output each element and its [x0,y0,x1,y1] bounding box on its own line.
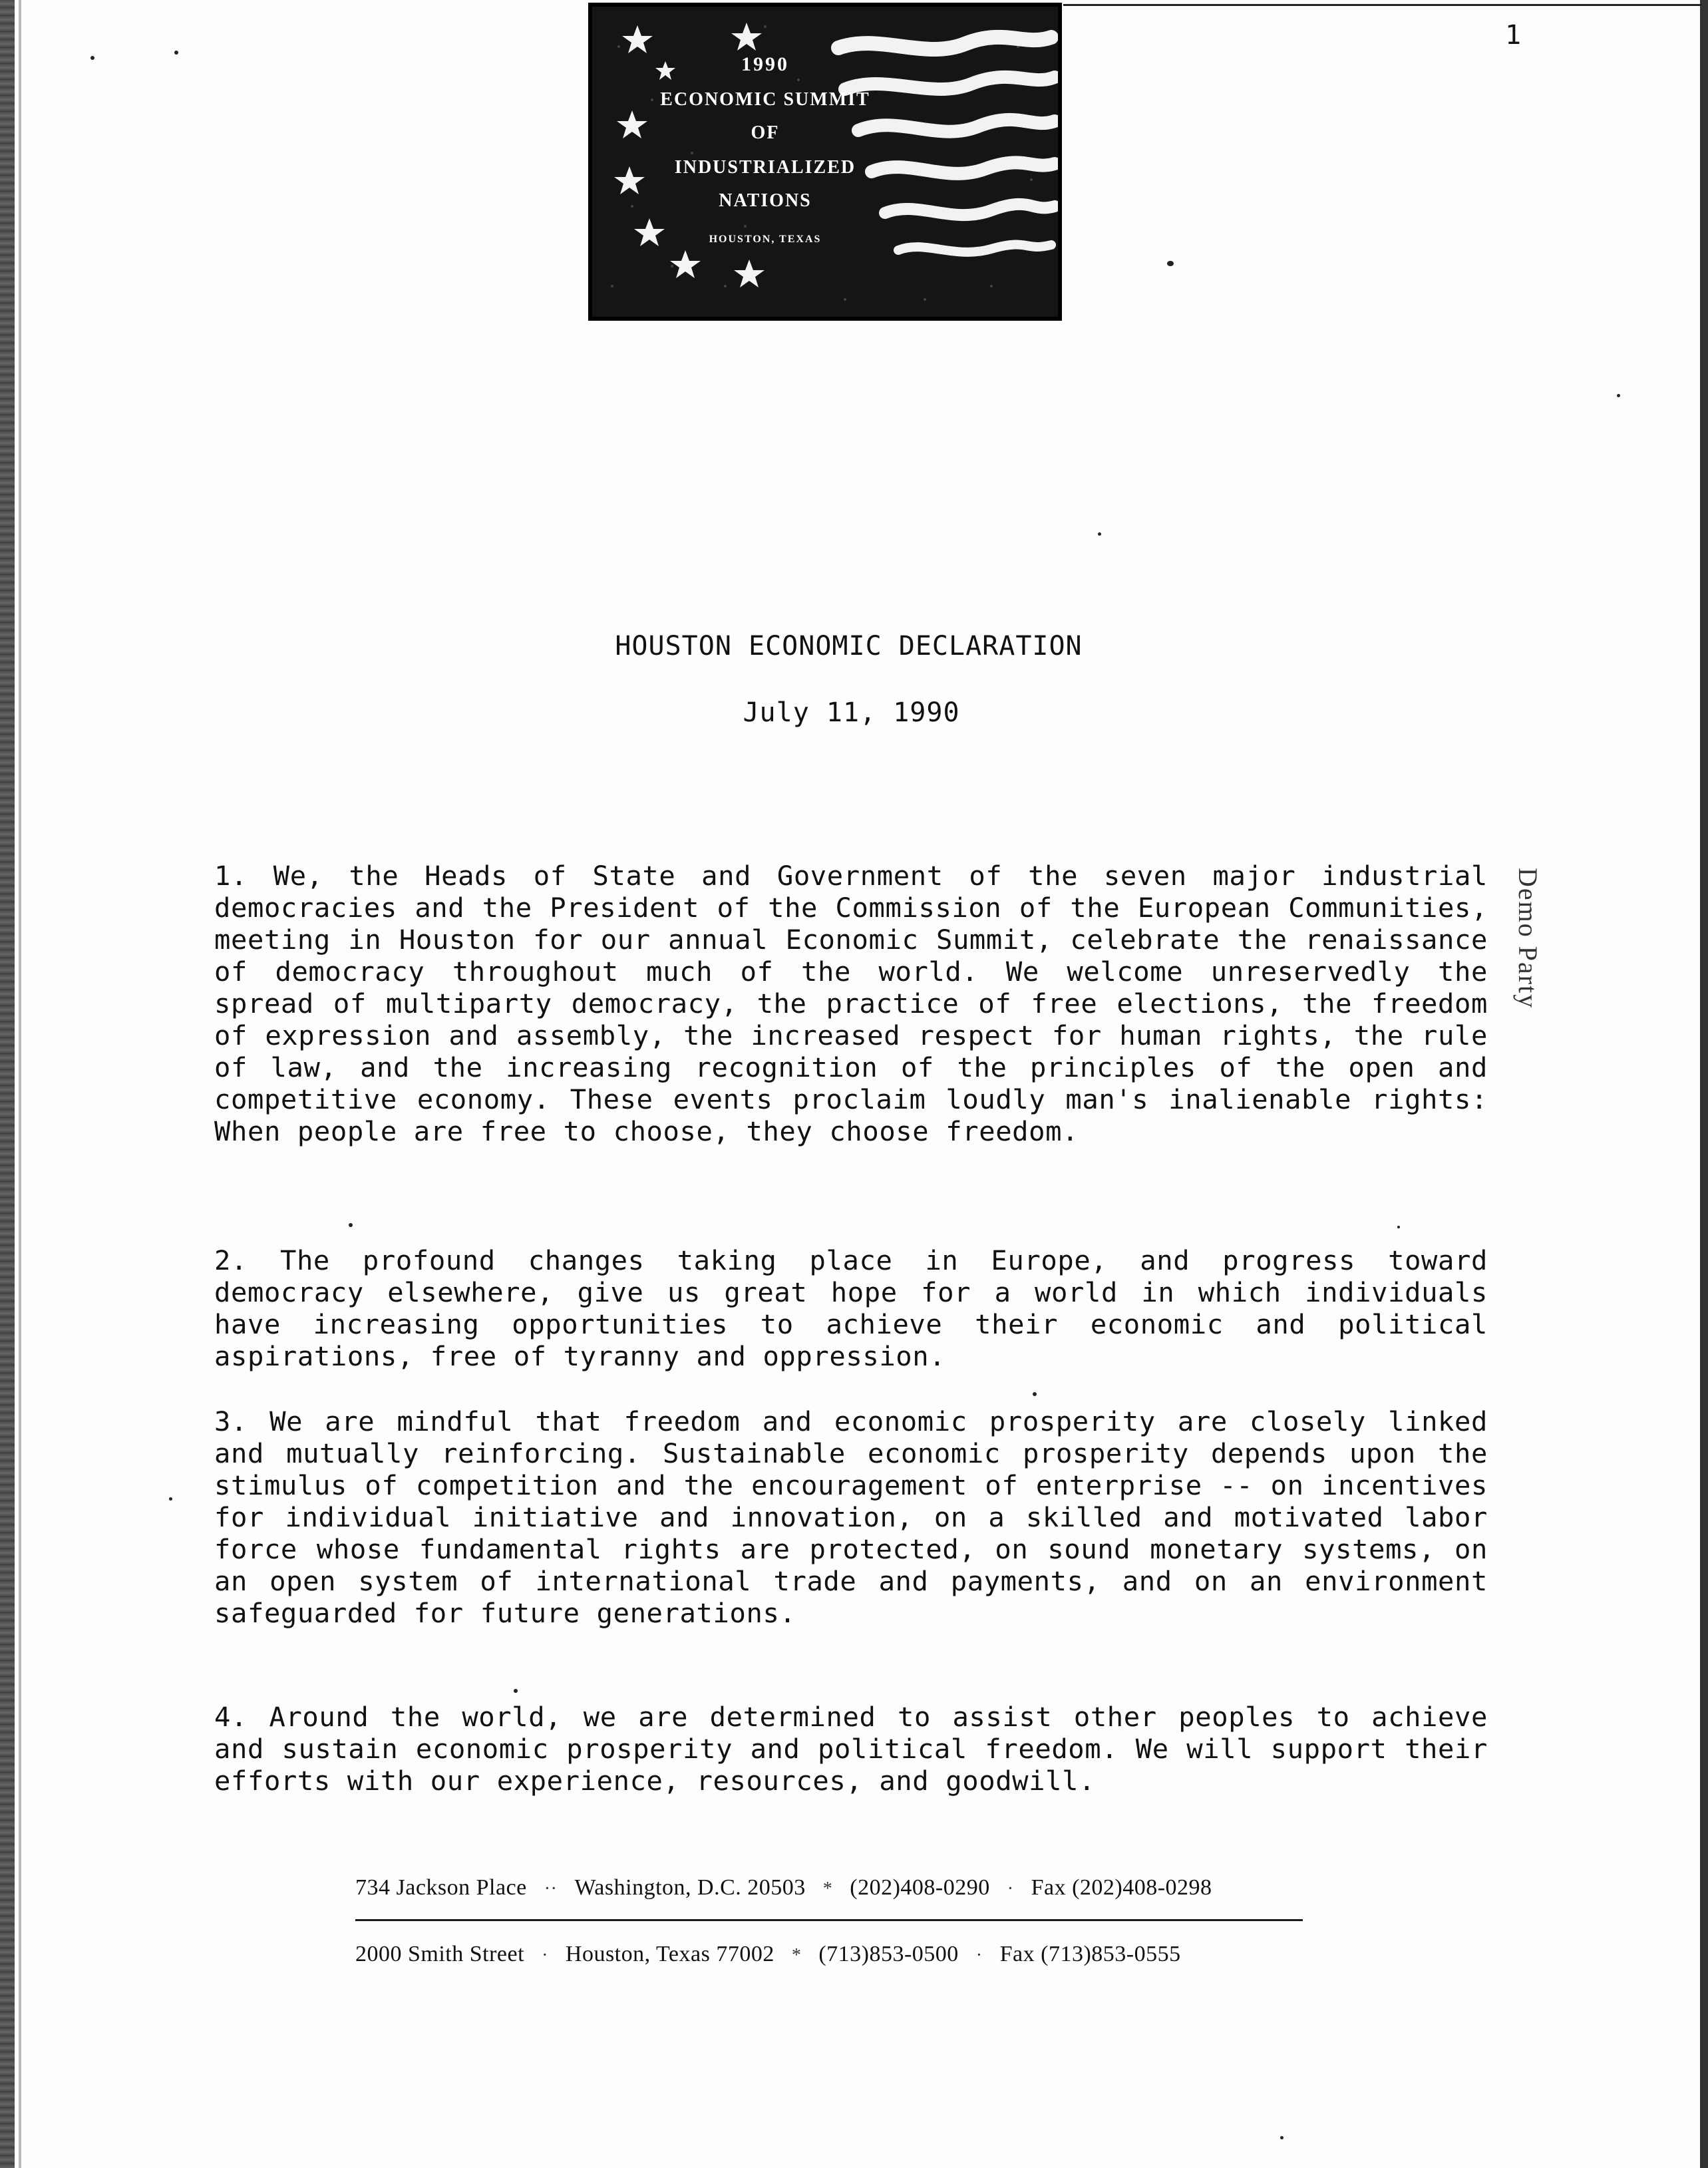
scan-right-edge [1700,0,1708,2168]
scan-speck [1033,1392,1037,1396]
footer-separator: · [975,1945,983,1966]
footer-separator: * [822,1879,833,1899]
logo-line-nations: NATIONS [719,190,812,211]
footer-address: 734 Jackson Place [355,1875,527,1900]
paragraph-2: 2. The profound changes taking place in Europe, and progress toward democracy elsewhere, give us great hope for a world in which individuals have increasing opportunities to achieve their economic and political aspirations, free of tyranny and oppression. [214,1244,1488,1372]
scan-speck [349,1223,353,1227]
paragraph-1: 1. We, the Heads of State and Government of the seven major industrial democracies and the President of the Commission of the European Communities, meeting in Houston for our annual Economic Summit, celebrate the renaissance of democracy throughout much of the world. We welcome unreservedly the spread of multiparty democracy, the practice of free elections, the freedom of expression and assembly, the increased respect for human rights, the rule of law, and the increasing recognition of the principles of the open and competitive economy. These events proclaim loudly man's inalienable rights: When people are free to choose, they choose freedom. [214,860,1488,1147]
margin-annotation: Demo Party [1513,868,1543,1009]
logo-line-industrialized: INDUSTRIALIZED [674,157,856,178]
logo-line-of: OF [751,122,780,143]
scan-speck [1617,394,1620,397]
page-number: 1 [1505,20,1522,51]
paragraph-3: 3. We are mindful that freedom and economic prosperity are closely linked and mutually reinforcing. Sustainable economic prosperity depends upon the stimulus of competition and the encouragement of enterprise -- on incentives for individual initiative and innovation, on a skilled and motivated labor force whose fundamental rights are protected, on sound monetary systems, on an open system of international trade and payments, and on an environment safeguarded for future generations. [214,1405,1488,1629]
document-title [0,631,1708,661]
logo-city: HOUSTON, TEXAS [709,234,822,245]
scan-speck [1167,261,1174,266]
footer-address: 2000 Smith Street [355,1942,525,1966]
footer-separator: ·· [544,1879,558,1899]
footer-washington [355,1875,1293,1900]
logo-line-economic-summit: ECONOMIC SUMMIT [660,89,870,110]
paragraph-4: 4. Around the world, we are determined to assist other peoples to achieve and sustain economic prosperity and political freedom. We will support their efforts with our experience, resources, and goodwill. [214,1701,1488,1797]
title-text: HOUSTON ECONOMIC DECLARATION [615,631,1083,661]
logo-year: 1990 [741,53,789,75]
scan-speck [514,1689,518,1693]
footer-fax: Fax (713)853-0555 [999,1942,1181,1966]
scan-speck [90,56,94,60]
scan-speck [169,1497,172,1501]
flag-graphic [592,7,1058,317]
footer-city: Washington, D.C. 20503 [574,1875,806,1900]
footer-rule [355,1919,1303,1921]
footer-city: Houston, Texas 77002 [565,1942,774,1966]
footer-phone: (713)853-0500 [818,1942,959,1966]
footer-phone: (202)408-0290 [850,1875,990,1900]
footer-fax: Fax (202)408-0298 [1031,1875,1212,1900]
scan-binding-shadow [19,0,21,2168]
scan-speck [1098,532,1101,536]
footer-separator: · [1007,1879,1014,1899]
date-text: July 11, 1990 [743,697,960,728]
scan-speck [174,51,178,55]
scan-binding-edge [0,0,15,2168]
scan-speck [1397,1226,1400,1228]
footer-houston [355,1942,1293,1967]
footer-separator: * [791,1945,802,1966]
top-rule [1063,4,1702,6]
document-date [0,697,1708,728]
footer-separator: · [542,1945,548,1966]
scan-speck [1280,2136,1283,2139]
summit-logo [588,3,1062,321]
